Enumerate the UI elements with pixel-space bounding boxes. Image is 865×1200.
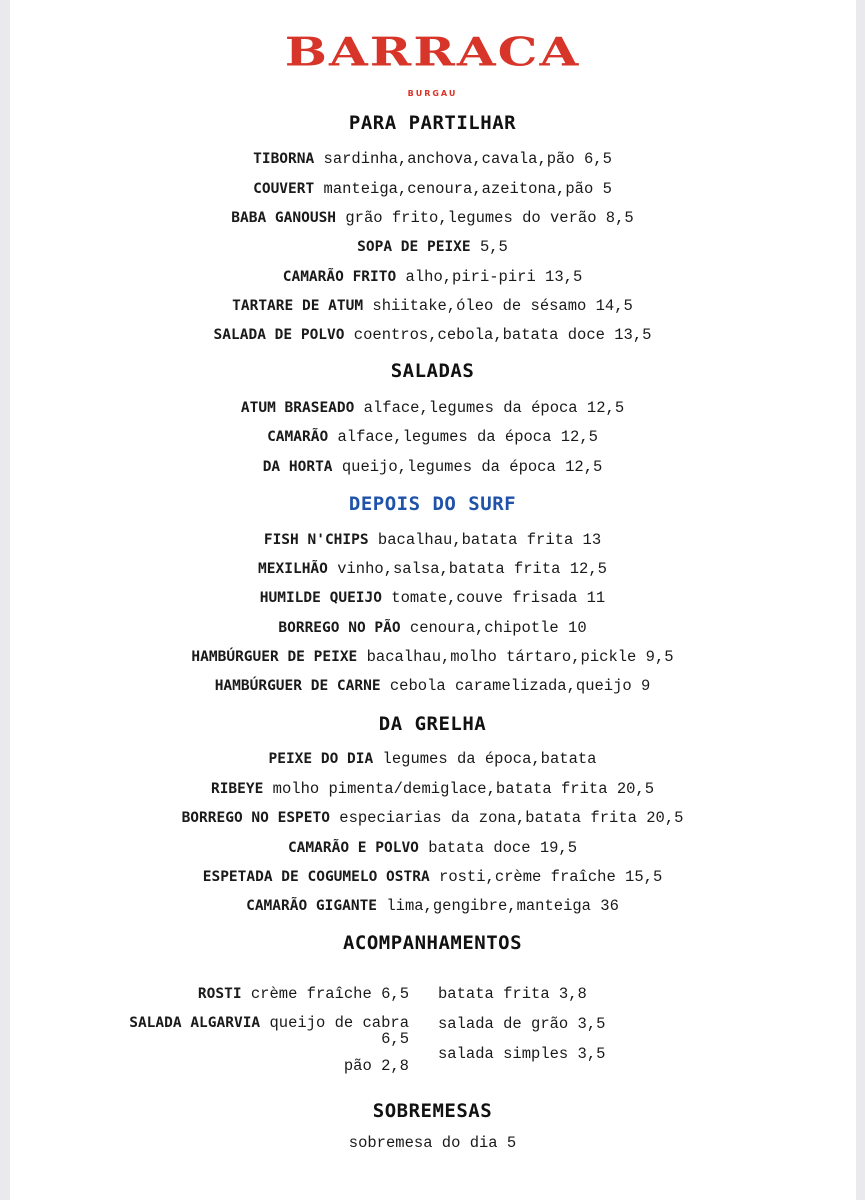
menu-item: PEIXE DO DIA legumes da época,batata <box>268 750 597 768</box>
menu-item: HAMBÚRGUER DE PEIXE bacalhau,molho tártaro,pickle 9,5 <box>191 648 674 666</box>
section-title-acompanhamentos: ACOMPANHAMENTOS <box>342 932 523 954</box>
menu-item: COUVERT manteiga,cenoura,azeitona,pão 5 <box>253 180 612 198</box>
menu-item: RIBEYE molho pimenta/demiglace,batata frita 20,5 <box>210 780 655 798</box>
menu-item: SOPA DE PEIXE 5,5 <box>357 238 508 256</box>
menu-item: sobremesa do dia 5 <box>348 1134 517 1152</box>
menu-item: CAMARÃO GIGANTE lima,gengibre,manteiga 36 <box>246 897 619 915</box>
menu-item: BORREGO NO ESPETO especiarias da zona,batata frita 20,5 <box>181 809 684 827</box>
side-item-right: salada de grão 3,5 <box>438 1015 606 1033</box>
side-item-right: salada simples 3,5 <box>438 1045 606 1063</box>
section-title-saladas: SALADAS <box>390 360 475 382</box>
brand-logo: BARRACA <box>284 28 581 75</box>
menu-item: SALADA DE POLVO coentros,cebola,batata doce 13,5 <box>213 326 652 344</box>
section-title-sobremesas: SOBREMESAS <box>372 1100 493 1122</box>
menu-item: ATUM BRASEADO alface,legumes da época 12,5 <box>240 399 625 417</box>
side-item-left: ROSTI crème fraîche 6,5 <box>197 985 409 1003</box>
menu-item: BABA GANOUSH grão frito,legumes do verão 8,5 <box>231 209 634 227</box>
menu-item: TARTARE DE ATUM shiitake,óleo de sésamo 14,5 <box>232 297 633 315</box>
menu-item: BORREGO NO PÃO cenoura,chipotle 10 <box>278 619 587 637</box>
menu-item: HUMILDE QUEIJO tomate,couve frisada 11 <box>259 589 606 607</box>
side-item-left: SALADA ALGARVIA queijo de cabra <box>129 1014 409 1032</box>
section-title-da-grelha: DA GRELHA <box>378 713 487 735</box>
section-title-para-partilhar: PARA PARTILHAR <box>348 112 517 134</box>
menu-item: DA HORTA queijo,legumes da época 12,5 <box>262 458 603 476</box>
menu-item: MEXILHÃO vinho,salsa,batata frita 12,5 <box>258 560 607 578</box>
side-item-left: pão 2,8 <box>343 1057 409 1075</box>
menu-item: TIBORNA sardinha,anchova,cavala,pão 6,5 <box>253 150 612 168</box>
menu-item: HAMBÚRGUER DE CARNE cebola caramelizada,queijo 9 <box>214 677 651 695</box>
menu-item: CAMARÃO FRITO alho,piri-piri 13,5 <box>282 268 583 286</box>
brand-location: BURGAU <box>407 89 458 98</box>
menu-item: FISH N'CHIPS bacalhau,batata frita 13 <box>263 531 602 549</box>
menu-item: ESPETADA DE COGUMELO OSTRA rosti,crème fraîche 15,5 <box>202 868 663 886</box>
menu-item: CAMARÃO E POLVO batata doce 19,5 <box>287 839 578 857</box>
side-item-left-price: 6,5 <box>381 1030 409 1048</box>
side-item-right: batata frita 3,8 <box>438 985 587 1003</box>
section-title-depois-do-surf: DEPOIS DO SURF <box>348 493 517 515</box>
menu-item: CAMARÃO alface,legumes da época 12,5 <box>267 428 598 446</box>
